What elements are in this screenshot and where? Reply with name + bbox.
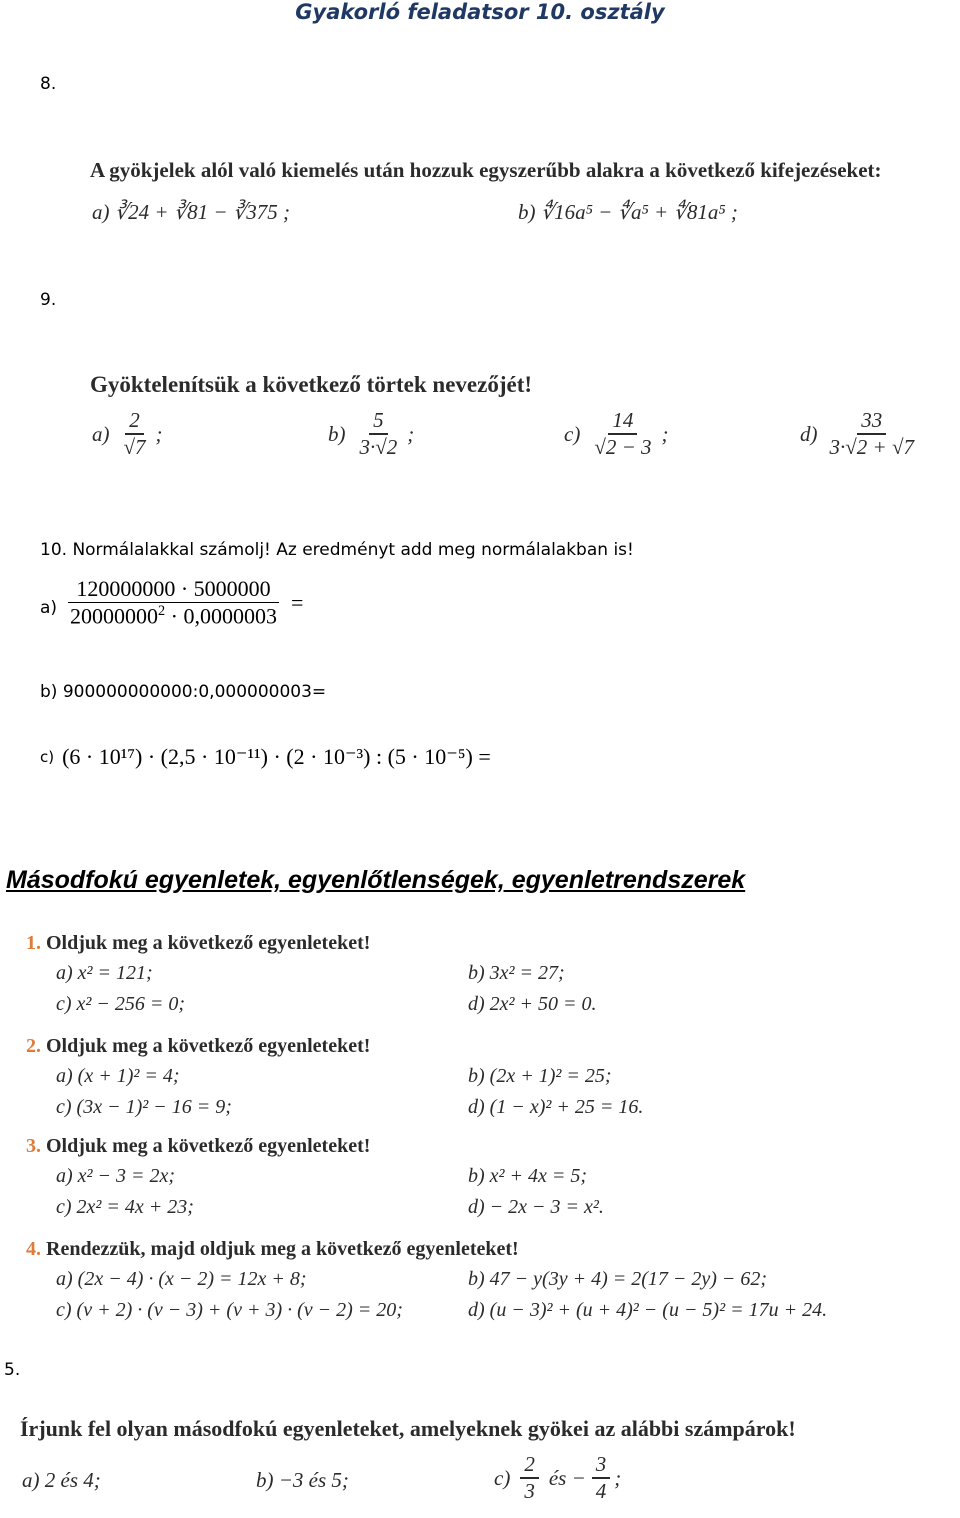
- exercise-9-heading: Gyöktelenítsük a következő törtek nevezőjét!: [90, 372, 533, 397]
- exercise-10-a-equals: =: [290, 589, 304, 615]
- exercise-5-c-middle: és −: [548, 1465, 586, 1490]
- task-3-number: 3.: [26, 1135, 41, 1157]
- exercise-9-item-b: [328, 408, 414, 460]
- exercise-5-c-num-1: 2: [520, 1452, 539, 1479]
- exercise-9-a-fraction: [120, 408, 150, 460]
- exercise-5-c-fraction-2: [592, 1452, 611, 1504]
- exercise-9-a-numerator: 2: [125, 408, 144, 435]
- exercise-9-a-end: ;: [155, 421, 163, 446]
- exercise-8-b: [518, 200, 738, 225]
- exercise-5-c: [494, 1452, 621, 1504]
- task-3-a: a) x² − 3 = 2x;: [56, 1165, 176, 1187]
- exercise-9-b-label: b): [328, 421, 346, 446]
- task-2-row-2: [26, 1096, 926, 1127]
- task-1: [26, 932, 926, 1035]
- task-4-b: b) 47 − y(3y + 4) = 2(17 − 2y) − 62;: [468, 1268, 768, 1290]
- exercise-10-c: [40, 744, 491, 770]
- exercise-8-a-expression: ∛24 + ∛81 − ∛375 ;: [114, 200, 290, 224]
- task-2: [26, 1035, 926, 1135]
- task-4-header: [26, 1238, 926, 1268]
- exercise-9-item-d: [800, 408, 918, 460]
- task-1-b: b) 3x² = 27;: [468, 962, 565, 984]
- task-2-a: a) (x + 1)² = 4;: [56, 1065, 180, 1087]
- task-1-title: Oldjuk meg a következő egyenleteket!: [46, 932, 371, 954]
- exercise-9-d-label: d): [800, 421, 818, 446]
- exercise-10-a-den-base: 20000000: [70, 603, 158, 629]
- section-title: Másodfokú egyenletek, egyenlőtlenségek, egyenletrendszerek: [6, 866, 746, 894]
- task-2-d: d) (1 − x)² + 25 = 16.: [468, 1096, 644, 1118]
- task-4-a: a) (2x − 4) · (x − 2) = 12x + 8;: [56, 1268, 307, 1290]
- task-4-row-2: [26, 1299, 926, 1330]
- task-4-number: 4.: [26, 1238, 41, 1260]
- exercise-9-c-label: c): [564, 421, 581, 446]
- exercise-9-c-end: ;: [661, 421, 669, 446]
- exercise-8-number: 8.: [40, 74, 57, 94]
- task-2-title: Oldjuk meg a következő egyenleteket!: [46, 1035, 371, 1057]
- exercise-9-d-numerator: 33: [857, 408, 886, 435]
- exercise-8-a-label: a): [92, 200, 110, 224]
- exercise-5-c-den-1: 3: [524, 1479, 535, 1503]
- exercise-9-d-fraction: [826, 408, 918, 460]
- exercise-10-a-label: a): [40, 598, 58, 618]
- exercise-8-b-label: b): [518, 200, 536, 224]
- task-4-c: c) (v + 2) · (v − 3) + (v + 3) · (v − 2) = 20;: [56, 1299, 403, 1321]
- task-2-c: c) (3x − 1)² − 16 = 9;: [56, 1096, 232, 1118]
- exercise-9-a-label: a): [92, 421, 110, 446]
- task-3-row-1: [26, 1165, 926, 1196]
- exercise-10-a: [66, 576, 303, 629]
- exercise-5-c-num-2: 3: [592, 1452, 611, 1479]
- page-header-title: Gyakorló feladatsor 10. osztály: [295, 0, 665, 24]
- task-1-row-1: [26, 962, 926, 993]
- exercise-10-c-expression: (6 · 10¹⁷) · (2,5 · 10⁻¹¹) · (2 · 10⁻³) : (5 · 10⁻⁵) =: [62, 744, 491, 769]
- exercise-9-c-denominator: √2 − 3: [594, 435, 652, 459]
- exercise-8-heading: A gyökjelek alól való kiemelés után hozzuk egyszerűbb alakra a következő kifejezéseket:: [90, 158, 882, 182]
- exercise-5-c-label: c): [494, 1465, 511, 1490]
- task-3: [26, 1135, 926, 1238]
- exercise-9-b-denominator: 3·√2: [359, 435, 398, 459]
- exercise-10-b: b) 900000000000:0,000000003=: [40, 682, 327, 702]
- exercise-9-item-c: [564, 408, 669, 460]
- exercise-10-a-fraction: [66, 576, 281, 629]
- task-1-d: d) 2x² + 50 = 0.: [468, 993, 597, 1015]
- exercise-5-b: b) −3 és 5;: [256, 1468, 349, 1492]
- exercise-5-c-fraction-1: [520, 1452, 539, 1504]
- exercise-9-item-a: [92, 408, 163, 460]
- task-2-row-1: [26, 1065, 926, 1096]
- task-3-b: b) x² + 4x = 5;: [468, 1165, 588, 1187]
- exercise-9-c-fraction: [590, 408, 655, 460]
- task-3-title: Oldjuk meg a következő egyenleteket!: [46, 1135, 371, 1157]
- exercise-5-heading: Írjunk fel olyan másodfokú egyenleteket, amelyeknek gyökei az alábbi számpárok!: [20, 1416, 796, 1441]
- task-1-number: 1.: [26, 932, 41, 954]
- task-2-header: [26, 1035, 926, 1065]
- exercise-5-c-den-2: 4: [595, 1479, 607, 1503]
- exercise-10-c-label: c): [40, 748, 55, 766]
- exercise-9-number: 9.: [40, 290, 57, 310]
- exercise-9-d-denominator: 3·√2 + √7: [829, 435, 914, 459]
- task-4: [26, 1238, 926, 1338]
- exercise-10-title: 10. Normálalakkal számolj! Az eredményt add meg normálalakban is!: [40, 540, 634, 560]
- exercise-8-b-expression: ∜16a⁵ − ∜a⁵ + ∜81a⁵ ;: [540, 200, 738, 224]
- exercise-10-a-den-rest: · 0,0000003: [165, 603, 277, 629]
- exercise-5-c-end: ;: [614, 1465, 622, 1490]
- task-1-c: c) x² − 256 = 0;: [56, 993, 186, 1015]
- exercise-10-a-denominator: [66, 603, 281, 629]
- task-1-a: a) x² = 121;: [56, 962, 153, 984]
- exercise-10-a-numerator: 120000000 · 5000000: [68, 576, 278, 603]
- task-1-row-2: [26, 993, 926, 1024]
- task-3-header: [26, 1135, 926, 1165]
- exercise-5-number: 5.: [4, 1360, 21, 1380]
- exercise-9-b-numerator: 5: [369, 408, 388, 435]
- task-list: [26, 932, 926, 1338]
- task-4-row-1: [26, 1268, 926, 1299]
- task-2-b: b) (2x + 1)² = 25;: [468, 1065, 612, 1087]
- task-2-number: 2.: [26, 1035, 41, 1057]
- exercise-8-a: [92, 200, 290, 225]
- exercise-9-b-end: ;: [407, 421, 415, 446]
- exercise-9-a-denominator: √7: [123, 435, 146, 459]
- exercise-5-a: a) 2 és 4;: [22, 1468, 101, 1492]
- exercise-10-a-den-exp: 2: [158, 603, 166, 619]
- task-3-d: d) − 2x − 3 = x².: [468, 1196, 604, 1218]
- exercise-9-b-fraction: [356, 408, 402, 460]
- exercise-9-c-numerator: 14: [608, 408, 637, 435]
- task-3-c: c) 2x² = 4x + 23;: [56, 1196, 194, 1218]
- task-3-row-2: [26, 1196, 926, 1227]
- task-4-d: d) (u − 3)² + (u + 4)² − (u − 5)² = 17u + 24.: [468, 1299, 828, 1321]
- task-4-title: Rendezzük, majd oldjuk meg a következő egyenleteket!: [46, 1238, 519, 1260]
- task-1-header: [26, 932, 926, 962]
